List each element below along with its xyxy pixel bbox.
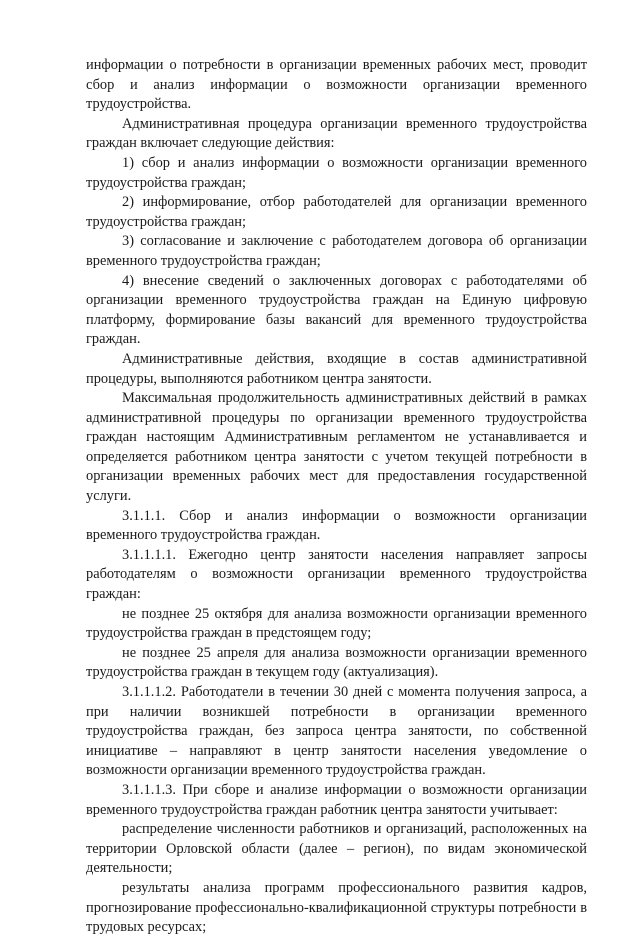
clause-distribution-workers: распределение численности работников и организаций, расположенных на территории Орловской области (далее – регион), по видам экономической деятельности;: [86, 821, 587, 877]
section-heading-3-1-1-1: 3.1.1.1. Сбор и анализ информации о возможности организации временного трудоустройства граждан.: [86, 507, 587, 544]
paragraph-max-duration: Максимальная продолжительность административных действий в рамках административной процедуры по организации временного трудоустройства граждан настоящим Административным регламентом не устанавливается и определяется работником центра занятости с учетом текущей потребности в организации временных рабочих мест для предоставления государственной услуги.: [86, 390, 587, 505]
clause-3-1-1-1-1: 3.1.1.1.1. Ежегодно центр занятости населения направляет запросы работодателям о возможности организации временного трудоустройства граждан:: [86, 546, 587, 603]
clause-analysis-results: результаты анализа программ профессионального развития кадров, прогнозирование профессионально-квалификационной структуры потребности в трудовых ресурсах;: [86, 879, 587, 936]
clause-3-1-1-1-3: 3.1.1.1.3. При сборе и анализе информации о возможности организации временного трудоустройства граждан работник центра занятости учитывает:: [86, 781, 587, 818]
paragraph-continuation: информации о потребности в организации временных рабочих мест, проводит сбор и анализ информации о возможности организации временного трудоустройства.: [86, 57, 587, 113]
list-item-4: 4) внесение сведений о заключенных договорах с работодателями об организации временного трудоустройства граждан на Единую цифровую платформу, формирование базы вакансий для временного трудоустройства граждан.: [86, 272, 587, 348]
list-item-3: 3) согласование и заключение с работодателем договора об организации временного трудоустройства граждан;: [86, 233, 587, 269]
list-item-2: 2) информирование, отбор работодателей для организации временного трудоустройства граждан;: [86, 194, 587, 230]
clause-3-1-1-1-2: 3.1.1.1.2. Работодатели в течении 30 дней с момента получения запроса, а при наличии возникшей потребности в организации временного трудоустройства граждан, без запроса центра занятости, по собственной инициативе – направляют в центр занятости населения уведомление о возможности организации временного трудоустройства граждан.: [86, 684, 587, 779]
paragraph-actions-performer: Административные действия, входящие в состав административной процедуры, выполняются работником центра занятости.: [86, 350, 587, 387]
paragraph-procedure-intro: Административная процедура организации временного трудоустройства граждан включает следующие действия:: [86, 115, 587, 152]
clause-deadline-april: не позднее 25 апреля для анализа возможности организации временного трудоустройства граждан в текущем году (актуализация).: [86, 644, 587, 681]
list-item-1: 1) сбор и анализ информации о возможности организации временного трудоустройства граждан;: [86, 154, 587, 191]
clause-deadline-october: не позднее 25 октября для анализа возможности организации временного трудоустройства граждан в предстоящем году;: [86, 605, 587, 642]
